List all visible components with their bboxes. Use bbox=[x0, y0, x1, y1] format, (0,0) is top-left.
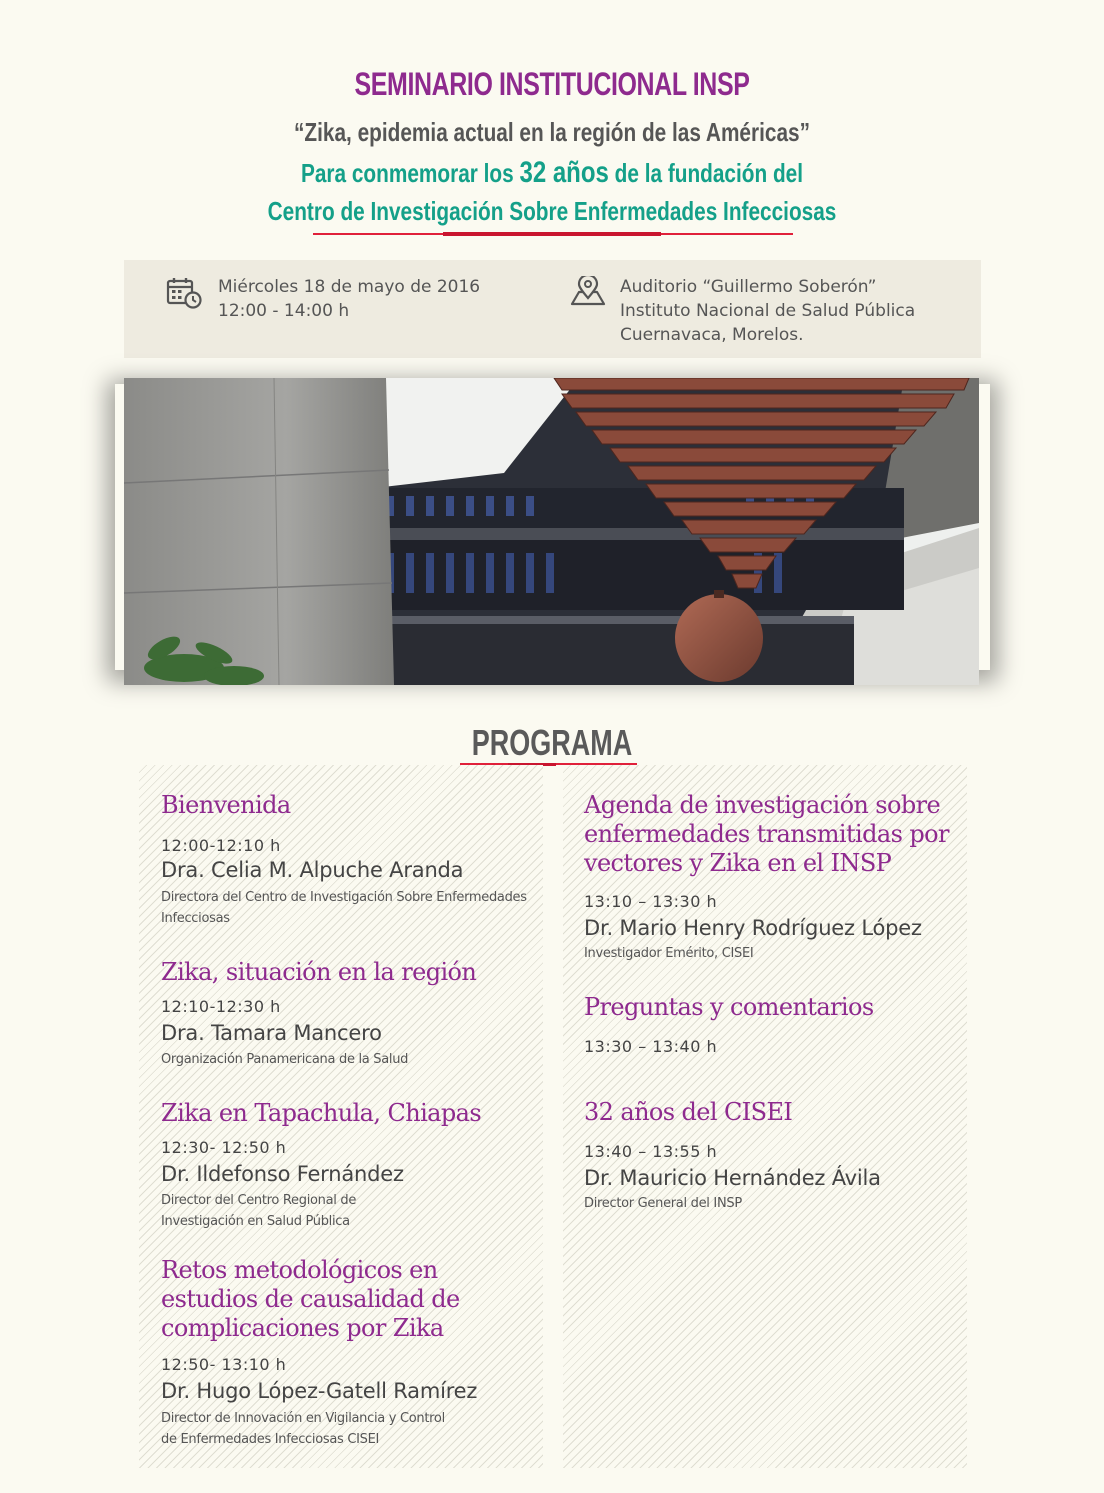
session-title: Agenda de investigación sobre bbox=[584, 791, 941, 819]
venue-institution: Instituto Nacional de Salud Pública bbox=[620, 301, 916, 321]
venue-name: Auditorio “Guillermo Soberón” bbox=[620, 277, 877, 297]
session-title: Preguntas y comentarios bbox=[584, 993, 874, 1021]
speaker-name: Dra. Celia M. Alpuche Aranda bbox=[161, 858, 464, 882]
schedule-right-column bbox=[563, 765, 967, 1468]
speaker-role: Directora del Centro de Investigación Sobre Enfermedades bbox=[161, 890, 527, 905]
speaker-name: Dr. Hugo López-Gatell Ramírez bbox=[161, 1379, 478, 1403]
session-title: estudios de causalidad de bbox=[161, 1285, 460, 1313]
building-photo bbox=[124, 378, 979, 685]
commemoration-years: 32 años bbox=[519, 156, 609, 189]
session-time: 13:10 – 13:30 h bbox=[584, 892, 718, 911]
seminar-subtitle: “Zika, epidemia actual en la región de las Américas” bbox=[294, 117, 810, 147]
center-name: Centro de Investigación Sobre Enfermedades Infecciosas bbox=[267, 196, 837, 226]
session-title: complicaciones por Zika bbox=[161, 1314, 444, 1342]
speaker-role: Director de Innovación en Vigilancia y Control bbox=[161, 1411, 445, 1426]
speaker-role: Investigador Emérito, CISEI bbox=[584, 946, 754, 961]
event-info-box bbox=[124, 260, 981, 358]
speaker-name: Dr. Mario Henry Rodríguez López bbox=[584, 916, 922, 940]
speaker-name: Dra. Tamara Mancero bbox=[161, 1021, 382, 1045]
header-divider-accent bbox=[443, 232, 661, 236]
event-time: 12:00 - 14:00 h bbox=[218, 301, 350, 321]
speaker-role: Director del Centro Regional de bbox=[161, 1193, 357, 1208]
seminar-title: SEMINARIO INSTITUCIONAL INSP bbox=[354, 66, 750, 102]
session-title: enfermedades transmitidas por bbox=[584, 820, 949, 848]
session-time: 12:30- 12:50 h bbox=[161, 1138, 287, 1157]
session-title: Retos metodológicos en bbox=[161, 1256, 438, 1284]
session-time: 13:30 – 13:40 h bbox=[584, 1037, 718, 1056]
speaker-role: Director General del INSP bbox=[584, 1196, 742, 1211]
calendar-clock-icon bbox=[166, 276, 202, 310]
session-time: 13:40 – 13:55 h bbox=[584, 1142, 718, 1161]
session-time: 12:00-12:10 h bbox=[161, 836, 281, 855]
session-title: Zika en Tapachula, Chiapas bbox=[161, 1099, 482, 1127]
commemoration-line bbox=[110, 156, 993, 190]
schedule-left-column bbox=[139, 765, 543, 1468]
speaker-role: Investigación en Salud Pública bbox=[161, 1214, 350, 1229]
commemoration-text-a: Para conmemorar los bbox=[300, 158, 520, 188]
speaker-name: Dr. Mauricio Hernández Ávila bbox=[584, 1166, 881, 1190]
session-title: 32 años del CISEI bbox=[584, 1098, 793, 1126]
session-title: Zika, situación en la región bbox=[161, 958, 477, 986]
speaker-role: Organización Panamericana de la Salud bbox=[161, 1052, 409, 1067]
programa-title: PROGRAMA bbox=[471, 722, 633, 763]
session-time: 12:10-12:30 h bbox=[161, 997, 281, 1016]
session-title: Bienvenida bbox=[161, 791, 291, 819]
speaker-role: de Enfermedades Infecciosas CISEI bbox=[161, 1432, 380, 1447]
venue-city: Cuernavaca, Morelos. bbox=[620, 325, 804, 345]
session-time: 12:50- 13:10 h bbox=[161, 1355, 287, 1374]
speaker-role: Infecciosas bbox=[161, 911, 230, 926]
speaker-name: Dr. Ildefonso Fernández bbox=[161, 1162, 404, 1186]
commemoration-text-b: de la fundación del bbox=[608, 158, 804, 188]
map-pin-icon bbox=[570, 276, 606, 306]
session-title: vectores y Zika en el INSP bbox=[584, 849, 892, 877]
event-date: Miércoles 18 de mayo de 2016 bbox=[218, 277, 481, 297]
